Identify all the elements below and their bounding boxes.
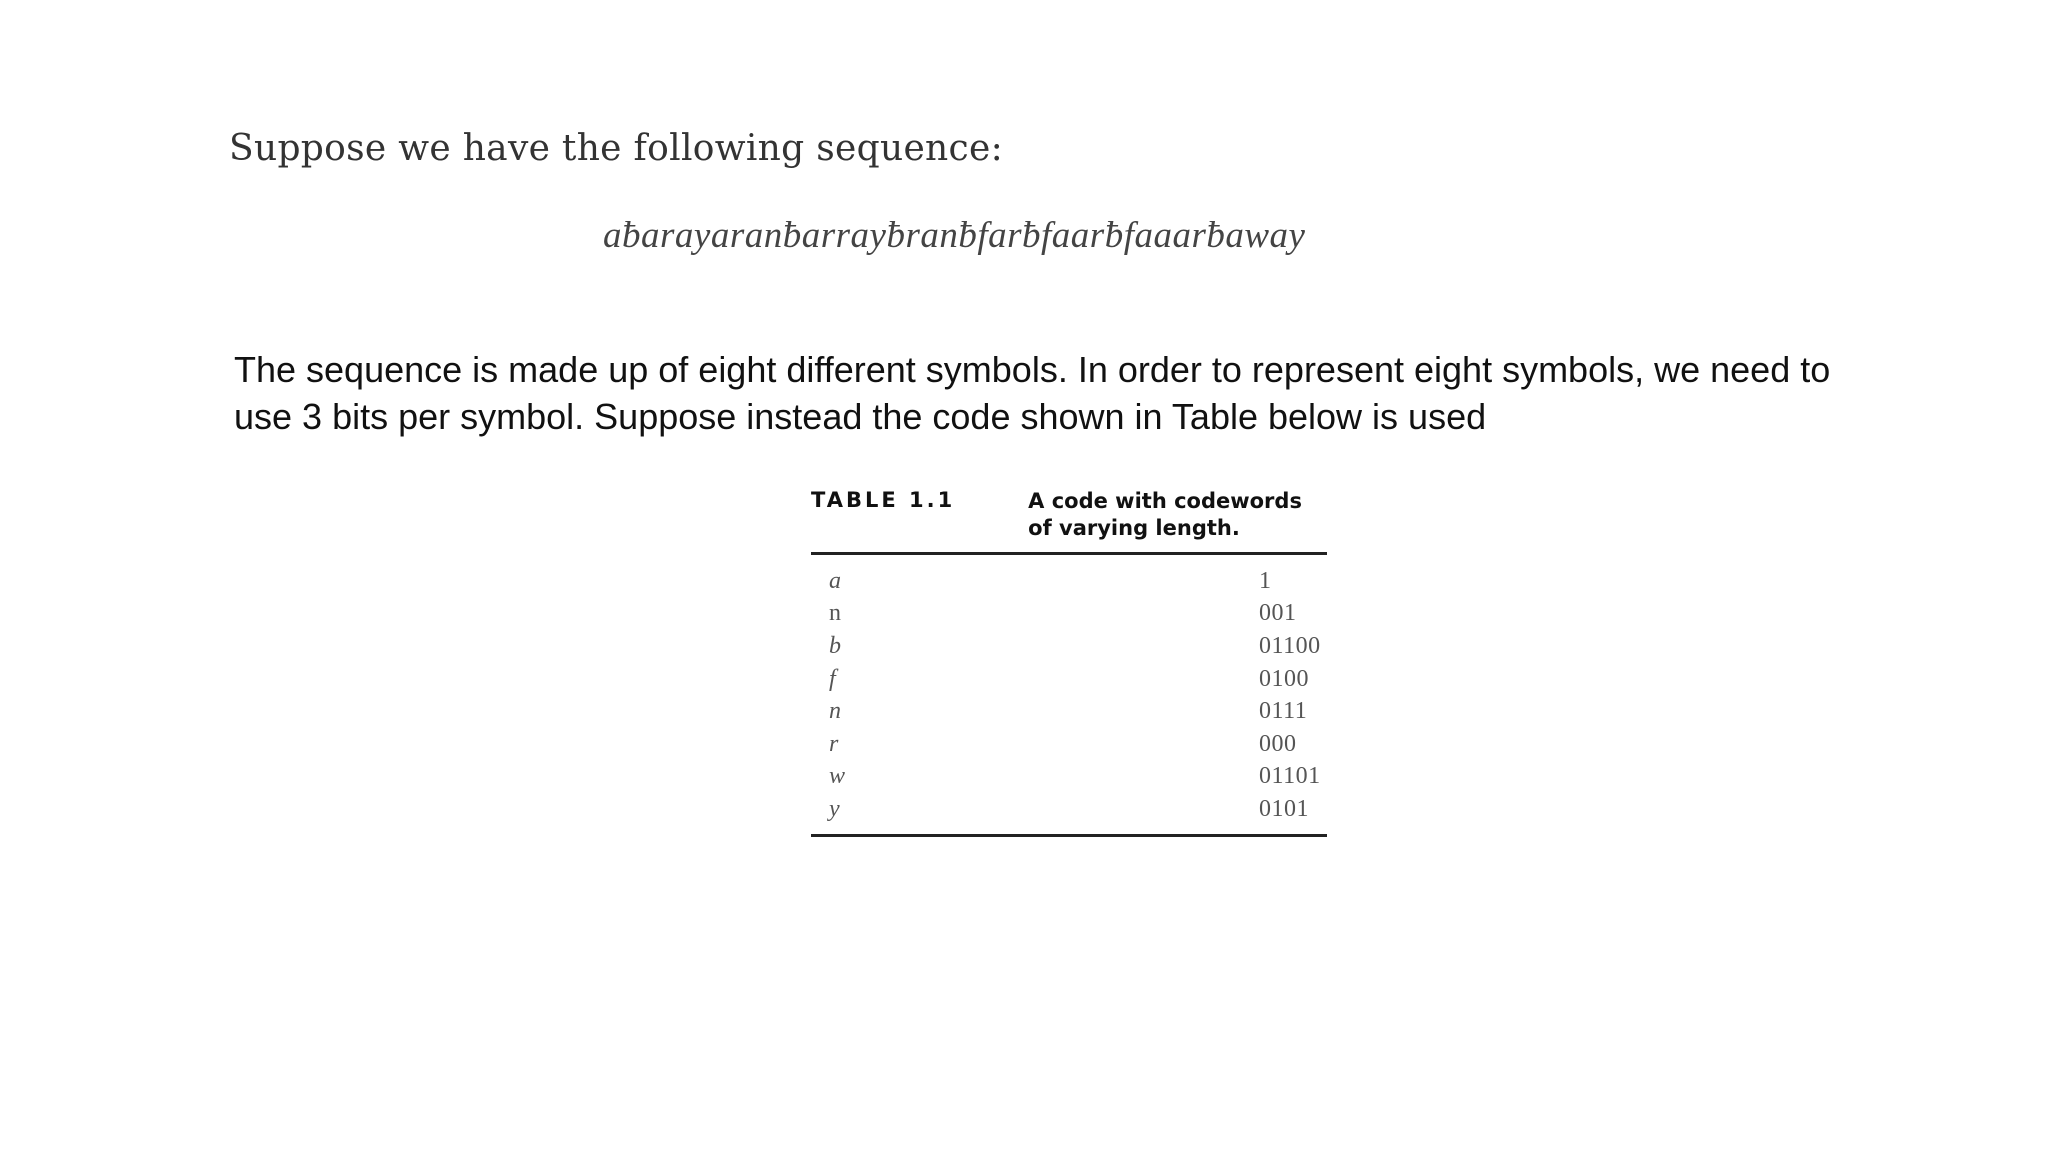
row-code: 0111 [1259, 698, 1308, 725]
row-code: 001 [1259, 600, 1297, 627]
intro-text: Suppose we have the following sequence: [229, 128, 1004, 169]
row-code: 01101 [1259, 763, 1321, 790]
table-caption [811, 488, 1327, 552]
row-symbol: y [829, 795, 840, 822]
table-row [811, 793, 1327, 826]
row-symbol: n [829, 698, 841, 725]
table-row [811, 728, 1327, 761]
explanation-paragraph [234, 346, 1874, 440]
table-row [811, 630, 1327, 663]
caption-line-1: A code with codewords [1028, 489, 1302, 513]
row-code: 0101 [1259, 795, 1309, 822]
row-code: 01100 [1259, 632, 1321, 659]
row-symbol: r [829, 730, 839, 757]
caption-line-2: of varying length. [1028, 516, 1240, 540]
paragraph-line-1: The sequence is made up of eight different symbols. In order to represent eight symbols, we need to [234, 349, 1831, 390]
table-bottom-rule [811, 834, 1327, 837]
row-code: 000 [1259, 730, 1297, 757]
table-row [811, 761, 1327, 794]
row-symbol: f [829, 665, 836, 692]
row-symbol: n [829, 600, 841, 627]
code-table [811, 488, 1327, 837]
table-row [811, 598, 1327, 631]
row-symbol: w [829, 763, 846, 790]
table-caption-text [1028, 488, 1327, 542]
table-row [811, 565, 1327, 598]
row-code: 0100 [1259, 665, 1309, 692]
table-row [811, 695, 1327, 728]
table-row [811, 663, 1327, 696]
row-code: 1 [1259, 567, 1272, 594]
row-symbol: b [829, 632, 841, 659]
row-symbol: a [829, 567, 841, 594]
table-label: TABLE 1.1 [811, 488, 956, 512]
symbol-sequence: aƀarayaranƀarrayƀranƀfarƀfaarƀfaaarƀaway [603, 215, 1306, 256]
table-body [811, 555, 1327, 834]
paragraph-line-2: use 3 bits per symbol. Suppose instead the code shown in Table below is used [234, 396, 1487, 437]
